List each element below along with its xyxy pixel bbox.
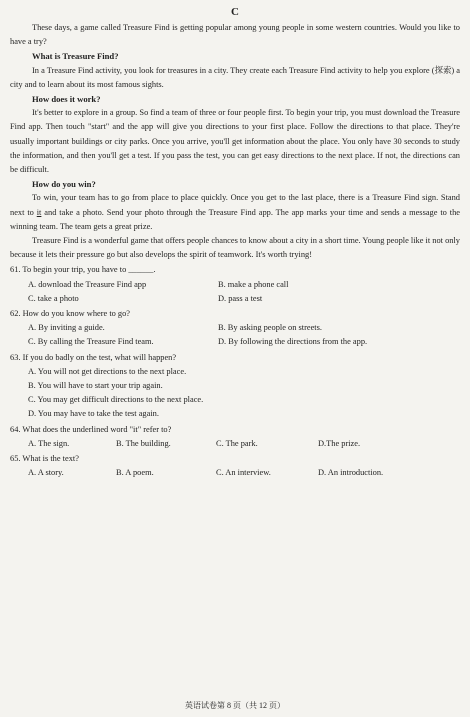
option-64-a[interactable]: A. The sign. — [28, 438, 70, 448]
page-footer: 英语试卷第 8 页（共 12 页） — [185, 701, 285, 710]
option-62-a[interactable]: A. By inviting a guide. — [28, 323, 105, 333]
question-61-options — [28, 278, 460, 306]
question-65-options — [28, 466, 460, 480]
paragraph-what-is: In a Treasure Find activity, you look for treasures in a city. They create each Treasure Find activity to help you explore (探索) a city and to learn about its most famous sights. — [10, 65, 460, 89]
option-63-a[interactable]: A. You will not get directions to the next place. — [28, 366, 187, 376]
option-62-b[interactable]: B. By asking people on streets. — [218, 323, 322, 333]
option-62-c[interactable]: C. By calling the Treasure Find team. — [28, 337, 154, 347]
option-63-c[interactable]: C. You may get difficult directions to the next place. — [28, 395, 204, 405]
paragraph-how-win — [10, 191, 460, 234]
paragraph-how-work: It's better to explore in a group. So find a team of three or four people first. To begin your trip, you must download the Treasure Find app. Then touch "start" and the app will give you directions to your first place. Follow the directions to that place. They're usually important buildings or city parks. Once you arrive, you'll get information about the place. You only have 30 seconds to study the information, and then you'll get a test. If you pass the test, you can get easy directions to the next place. If not, the directions can be difficult. — [10, 108, 460, 175]
question-63-options — [28, 365, 460, 422]
paragraph-how-win-part1: To win, your team has to go from place to place quickly. Once you get to the last place, there is a Treasure Find sign. Stand next to — [10, 193, 460, 217]
option-65-b[interactable]: B. A poem. — [116, 468, 154, 478]
option-64-c[interactable]: C. The park. — [216, 438, 258, 448]
option-65-d[interactable]: D. An introduction. — [318, 468, 384, 478]
option-63-b[interactable]: B. You will have to start your trip again. — [28, 381, 163, 391]
question-62-stem: 62. How do you know where to go? — [10, 309, 131, 319]
question-61-stem: 61. To begin your trip, you have to ______. — [10, 265, 156, 275]
option-64-b[interactable]: B. The building. — [116, 438, 171, 448]
section-label: C — [231, 6, 239, 18]
heading-what-is: What is Treasure Find? — [32, 51, 119, 62]
intro-paragraph: These days, a game called Treasure Find is getting popular among young people in some western countries. Would you like to have a try? — [10, 23, 460, 47]
option-61-b[interactable]: B. make a phone call — [218, 279, 289, 289]
underlined-it: it — [36, 207, 42, 217]
option-61-a[interactable]: A. download the Treasure Find app — [28, 279, 147, 289]
paragraph-conclusion: Treasure Find is a wonderful game that offers people chances to know about a city in a short time. Young people like it not only because it lets their pressure go but also develops the spirit of teamwork. It's worth trying! — [10, 236, 460, 260]
paragraph-how-win-part2: and take a photo. Send your photo through the Treasure Find app. The app marks your time and sends a message to the winning team. The team gets a great prize. — [10, 207, 460, 231]
question-65-stem: 65. What is the text? — [10, 454, 79, 464]
option-65-c[interactable]: C. An interview. — [216, 468, 271, 478]
heading-how-work: How does it work? — [32, 94, 101, 105]
option-64-d[interactable]: D.The prize. — [318, 438, 361, 448]
question-64-stem: 64. What does the underlined word "it" refer to? — [10, 424, 172, 434]
option-65-a[interactable]: A. A story. — [28, 468, 64, 478]
option-61-c[interactable]: C. take a photo — [28, 293, 79, 303]
option-62-d[interactable]: D. By following the directions from the app. — [218, 337, 368, 347]
question-62-options — [28, 321, 460, 349]
heading-how-win: How do you win? — [32, 179, 96, 190]
option-61-d[interactable]: D. pass a test — [218, 293, 263, 303]
option-63-d[interactable]: D. You may have to take the test again. — [28, 409, 159, 419]
question-64-options — [28, 437, 460, 451]
question-63-stem: 63. If you do badly on the test, what will happen? — [10, 352, 177, 362]
